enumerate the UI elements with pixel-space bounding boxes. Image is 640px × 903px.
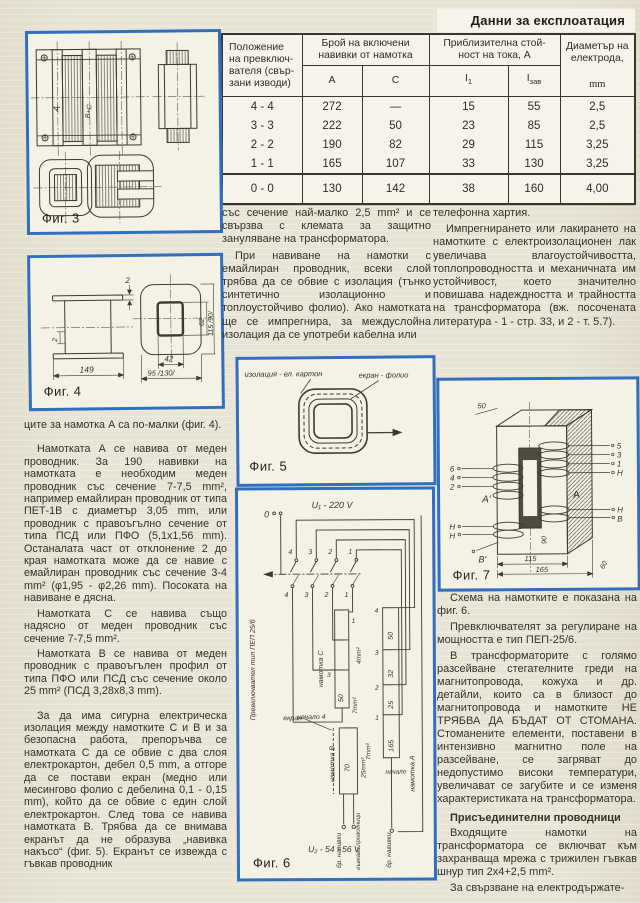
body-paragraph: Намотката С се навива също надясно от меден проводник със сечение 7-7,5 mm². (24, 607, 227, 645)
fig6-bottom-label: бр. навивки (335, 832, 343, 869)
fig7-dim-height: 90 (541, 536, 549, 544)
figure-6-circuit (238, 490, 428, 873)
body-paragraph: В трансформаторите с голямо разсейване стегателните греди на магнитопровода, кожуха и др. детайли, които са в близост до магнитопровода и намотките НЕ ТРЯБВА ДА БЪДАТ ОТ СТОМАНА. Стоманените елементи, поставени в интензивно магнитно поле на разсейване, се загряват до недопустимо високи температури, увеличават се загубите и се изменя характеристиката на трансформатора. (437, 650, 637, 805)
body-paragraph: Намотката В се навива от меден проводник с правоъгълен профил от типа ПФО или ПСД със сечение около 25 mm² (ПСД 3,28х8,3 mm). (24, 647, 227, 698)
figure-5 (235, 355, 436, 487)
fig6-b-turns: 70 (344, 764, 352, 772)
table-row: 2 - 2 190 82 29 115 3,25 (222, 135, 635, 154)
col-group-current: Приблизителна стой- ност на тока, А (429, 34, 560, 66)
fig6-switch-contact: 3 (304, 592, 309, 600)
left-text-column (24, 419, 227, 874)
fig5-caption: Фиг. 5 (249, 458, 288, 474)
fig7-terminal: 5 (616, 441, 622, 451)
body-paragraph: За свързване на електродържате- (450, 882, 625, 894)
fig6-a-tap: 3 (374, 649, 379, 657)
fig6-winding-c-label: намотка С (317, 650, 326, 688)
fig6-a-segment: 50 (387, 631, 395, 640)
fig4-dim-web: 2 (52, 337, 60, 342)
fig6-a-start: начало (385, 768, 407, 776)
body-paragraph: Схема на намотките е показана на фиг. 6. (437, 592, 637, 617)
subcol-c: С (362, 66, 429, 97)
right-bottom-text-column (437, 592, 637, 898)
table-row: 3 - 3 222 50 23 85 2,5 (222, 116, 635, 135)
operating-data-table (221, 33, 634, 205)
subcol-a: А (302, 66, 362, 97)
fig4-dim-length: 149 (79, 364, 94, 375)
figure-4-drawing (30, 256, 216, 402)
section-heading: Присъединителни проводници (450, 812, 621, 824)
fig7-terminal: 1 (616, 459, 622, 469)
body-paragraph: телефонна хартия. (433, 207, 531, 219)
body-paragraph: За да има сигурна електрическа изолация между намотките С и В и за безопасна работа, препоръчва се намотката С да се обвие с два слоя електрокартон, дебел 0,5 mm, а отгоре да се постави екран (медно или месингово фолио с дебелина 0,1 - 0,15 mm), който да се обвие с един слой електрокартон. След това се навива намотката В. Трябва да се внимава екранът да не образува „навивка накъсо“ (фиг. 5). Екранът се извежда с гъвкав проводник (24, 709, 227, 871)
col-header-diameter (560, 34, 635, 97)
fig7-core-right-label: А (573, 489, 580, 501)
fig6-switch-contact: 3 (308, 549, 313, 557)
fig7-dim-width-inner: 115 (524, 554, 537, 564)
fig6-switch-contact: 1 (348, 548, 353, 556)
fig6-winding-a-label: намотка А (409, 755, 417, 792)
fig6-a-tap: 1 (375, 714, 379, 722)
fig6-screen-label: екран (283, 715, 303, 723)
fig6-c-turns: 50 (338, 694, 346, 702)
fig4-dim-outer-h: 115 /90/ (207, 311, 216, 336)
fig7-terminal: 2 (449, 482, 455, 492)
fig6-c-tap: 1 (351, 617, 356, 625)
fig4-dim-flange: 2 (125, 275, 130, 286)
fig6-c-start: начало 4 (297, 714, 326, 722)
fig7-terminal: Н (616, 468, 623, 478)
fig6-input-voltage: U₁ - 220 V (311, 499, 353, 511)
fig6-a-tap: 4 (374, 607, 379, 615)
table-row: 4 - 4 272 — 15 55 2,5 (222, 97, 635, 117)
figure-7-drawing (439, 379, 631, 582)
figure-7 (436, 376, 640, 591)
fig7-core-left-label: А' (482, 494, 491, 506)
fig4-dim-window-h: 62 (198, 318, 206, 327)
fig3-winding-bc-label: В+С (84, 104, 94, 119)
fig6-a-turns: 165 (388, 740, 396, 752)
fig6-switch-label: Превключвател тип ПЕП 25/6 (249, 619, 258, 721)
fig6-a-segment: 25 (388, 700, 396, 709)
fig6-terminal-zero: 0 (264, 509, 270, 520)
fig7-dim-depth: 60 (599, 560, 610, 571)
fig6-a-tap: 2 (375, 684, 379, 692)
diameter-unit: mm (589, 78, 606, 90)
fig6-switch-contact: 1 (344, 591, 349, 599)
body-paragraph: Намотката А се навива от меден проводник. За 190 навивки на намотката е необходим меден проводник със сечение 7-7,5 mm², например емайлиран проводник от типа ПЕТ-1В с диаметър 3,05 mm, или проводник с правоъгълно сечение от типа ПСД или ПФО (5,1х1,56 mm). Останалата част от отклонение 2 до края намотката може да се навие с емайлиран проводник със сечение 3-4 mm² (φ1,95 - φ2,26 mm). Посоката на навиване е дясна. (24, 443, 227, 605)
fig7-dim-top: 50 (477, 401, 486, 411)
fig6-output-voltage: U₂ - 54 - 56 V (308, 843, 360, 855)
fig3-winding-a-label: А (50, 104, 63, 113)
middle-text-column (222, 207, 431, 345)
figure-3 (25, 29, 223, 235)
fig6-switch-contact: 2 (328, 549, 333, 557)
figure-4 (27, 253, 225, 411)
subcol-izav: $I_{зав}$ (508, 66, 560, 97)
fig7-caption: Фиг. 7 (452, 567, 491, 583)
body-paragraph: Входящите намотки на трансформатора се включват към захранваща мрежа с трижилен гъвкав шнур тип 2х4+2,5 mm². (437, 827, 637, 878)
fig6-caption: Фиг. 6 (252, 855, 291, 871)
fig6-winding-b-label: намотка В (329, 745, 337, 783)
fig4-dim-window-w: 42 (164, 354, 174, 364)
body-paragraph: Импрегнирането или лакирането на намотките с електроизолационен лак увеличава влагоустойчивостта, топлопроводността и механичната им устойчивост, което значително повишава надеждността и трайността на трансформатора (вж. посочената литература - 1 - стр. 33, и 2 - т. 5.7). (433, 223, 636, 328)
fig6-switch-contact: 2 (324, 592, 329, 600)
col-group-turns: Брой на включени навивки от намотка (302, 34, 429, 66)
figure-3-drawing (28, 32, 214, 226)
fig7-dim-width-outer: 165 (535, 564, 549, 575)
subcol-i1: $I_1$ (429, 66, 508, 97)
fig6-b-section: 25mm² (360, 757, 368, 778)
fig6-bottom-label: гъвкави проводници (355, 812, 362, 870)
fig6-section: 4mm² (355, 647, 363, 664)
fig6-a-segment: 32 (387, 669, 395, 678)
fig5-insulation-label: изолация - ел. картон (244, 369, 323, 379)
fig7-terminal: 4 (449, 473, 455, 483)
fig6-switch-contact: 4 (288, 549, 293, 557)
fig6-section: 7mm² (365, 743, 373, 760)
page-header-label: Данни за експлоатация (437, 9, 635, 32)
fig7-terminal: Н (449, 531, 456, 541)
body-paragraph: със сечение най-малко 2,5 mm² и се свързва с клемата за защитно зануляване на трансформатора. (222, 207, 431, 246)
table-row: 0 - 0 130 142 38 160 4,00 (222, 174, 635, 204)
fig6-c-tap: 3 (326, 672, 331, 680)
fig6-section: 7mm² (352, 697, 360, 714)
fig6-switch-contact: 4 (284, 592, 289, 600)
figure-6 (235, 486, 437, 881)
col-header-position: Положение на превключ- вателя (свър- зани изводи) (222, 34, 302, 97)
fig7-terminal: В (617, 514, 623, 524)
fig7-terminal: 3 (616, 450, 622, 460)
fig7-terminal: Н (449, 522, 456, 532)
fig7-terminal-b-left: В' (478, 554, 487, 565)
fig3-caption: Фиг. 3 (41, 210, 80, 226)
body-paragraph: ците за намотка А са по-малки (фиг. 4). (24, 419, 222, 431)
fig5-screen-label: екран - фолио (358, 370, 409, 380)
fig7-terminal: Н (617, 505, 623, 515)
fig4-dim-outer-w: 95 /130/ (147, 368, 175, 378)
right-top-text-column (433, 207, 636, 332)
figure-5-drawing (238, 358, 427, 478)
body-paragraph: Превключвателят за регулиране на мощността е тип ПЕП-25/6. (437, 621, 637, 646)
table-row: 1 - 1 165 107 33 130 3,25 (222, 154, 635, 174)
body-paragraph: При навиване на намотки с емайлиран проводник, всеки слой трябва да се обвие с изолация (тънко синтетично изолационно и топлоустойчиво фолио). Ако намотката ще се импрегнира, за междуслойна изолация да се употреби кабелна или (222, 249, 431, 341)
diameter-label: Диаметър на електрода, (565, 40, 629, 64)
fig7-terminal: 6 (449, 464, 455, 474)
fig6-bottom-label: бр. навивки (385, 832, 393, 868)
fig4-caption: Фиг. 4 (43, 383, 82, 400)
